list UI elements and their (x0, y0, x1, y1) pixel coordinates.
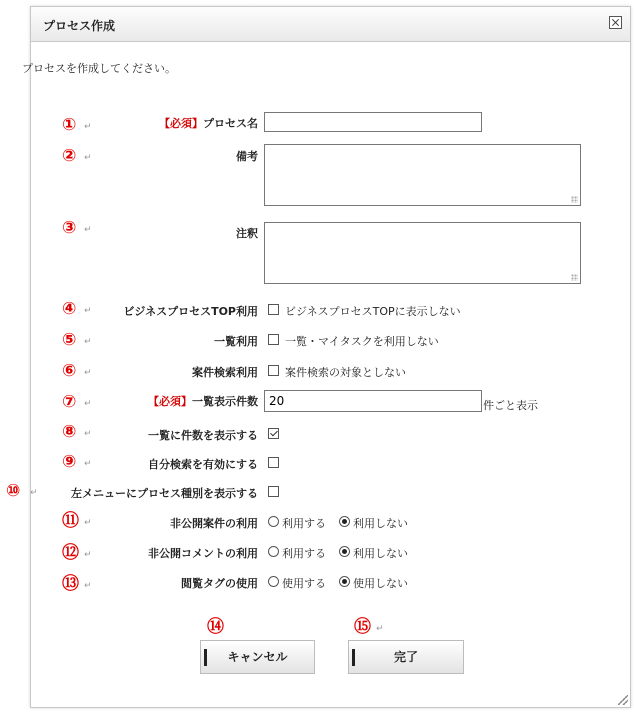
label-tag: 閲覧タグの使用 (181, 577, 258, 590)
case-search-option: 案件検索の対象としない (285, 366, 406, 379)
left-menu-checkbox[interactable] (268, 486, 279, 497)
return-mark: ↵ (84, 518, 92, 528)
resize-grip-icon[interactable] (618, 695, 628, 705)
process-name-input[interactable] (264, 112, 482, 132)
business-top-checkbox[interactable] (268, 304, 279, 315)
cancel-button-label: キャンセル (227, 650, 288, 664)
return-mark: ↵ (84, 306, 92, 316)
textarea-resize-icon[interactable] (571, 196, 578, 203)
dialog-titlebar (31, 7, 630, 42)
tag-use-label: 使用する (282, 577, 326, 590)
return-mark: ↵ (84, 153, 92, 163)
marker-6: ⑥ (62, 361, 77, 381)
self-search-checkbox[interactable] (268, 457, 279, 468)
label-list-count: 【必須】一覧表示件数 (148, 395, 258, 408)
dialog-title: プロセス作成 (43, 19, 116, 33)
label-notes: 注釈 (236, 227, 258, 240)
private-comment-use-radio[interactable] (268, 546, 279, 557)
list-count-suffix: 件ごと表示 (483, 399, 538, 412)
private-case-use-radio[interactable] (268, 516, 279, 527)
textarea-resize-icon[interactable] (571, 274, 578, 281)
list-use-option: 一覧・マイタスクを利用しない (285, 335, 439, 348)
return-mark: ↵ (84, 550, 92, 560)
marker-7: ⑦ (62, 392, 77, 412)
marker-4: ④ (62, 299, 77, 319)
business-top-option: ビジネスプロセスTOPに表示しない (285, 305, 461, 318)
tag-use-radio[interactable] (268, 576, 279, 587)
marker-10: ⑩ (6, 481, 21, 501)
remarks-textarea[interactable] (264, 144, 581, 206)
marker-2: ② (62, 146, 77, 166)
close-icon[interactable] (609, 16, 622, 29)
label-list-use: 一覧利用 (214, 335, 258, 348)
done-button[interactable] (348, 640, 464, 674)
list-count-input[interactable] (264, 390, 482, 412)
label-private-comment: 非公開コメントの利用 (148, 547, 258, 560)
label-case-search: 案件検索利用 (192, 366, 258, 379)
label-business-top: ビジネスプロセスTOP利用 (123, 305, 258, 318)
marker-1: ① (62, 115, 77, 135)
tag-nouse-label: 使用しない (353, 577, 408, 590)
return-mark: ↵ (84, 581, 92, 591)
marker-15: ⑮ (354, 617, 371, 637)
label-process-name: 【必須】プロセス名 (159, 117, 258, 130)
private-comment-nouse-radio[interactable] (339, 546, 350, 557)
required-tag: 【必須】 (159, 117, 203, 130)
private-case-nouse-label: 利用しない (353, 517, 408, 530)
marker-9: ⑨ (62, 452, 77, 472)
marker-11: ⑪ (62, 511, 79, 531)
label-left-menu: 左メニューにプロセス種別を表示する (71, 487, 258, 500)
notes-textarea[interactable] (264, 222, 581, 284)
return-mark: ↵ (84, 429, 92, 439)
marker-12: ⑫ (62, 543, 79, 563)
label-remarks: 備考 (236, 150, 258, 163)
return-mark: ↵ (376, 624, 384, 634)
show-count-checkbox[interactable] (268, 428, 279, 439)
list-use-checkbox[interactable] (268, 334, 279, 345)
return-mark: ↵ (84, 337, 92, 347)
marker-5: ⑤ (62, 330, 77, 350)
button-marker (204, 649, 207, 666)
label-private-case: 非公開案件の利用 (170, 517, 258, 530)
marker-14: ⑭ (207, 617, 224, 637)
private-comment-nouse-label: 利用しない (353, 547, 408, 560)
button-marker (352, 649, 355, 666)
return-mark: ↵ (84, 399, 92, 409)
label-show-count: 一覧に件数を表示する (148, 429, 258, 442)
return-mark: ↵ (84, 368, 92, 378)
done-button-label: 完了 (393, 650, 418, 664)
return-mark: ↵ (84, 459, 92, 469)
return-mark: ↵ (30, 488, 38, 498)
intro-text: プロセスを作成してください。 (22, 62, 176, 75)
return-mark: ↵ (84, 225, 92, 235)
return-mark: ↵ (84, 122, 92, 132)
private-case-use-label: 利用する (282, 517, 326, 530)
required-tag: 【必須】 (148, 395, 192, 408)
label-self-search: 自分検索を有効にする (148, 458, 258, 471)
marker-3: ③ (62, 218, 77, 238)
case-search-checkbox[interactable] (268, 365, 279, 376)
private-case-nouse-radio[interactable] (339, 516, 350, 527)
private-comment-use-label: 利用する (282, 547, 326, 560)
cancel-button[interactable] (200, 640, 315, 674)
tag-nouse-radio[interactable] (339, 576, 350, 587)
marker-13: ⑬ (62, 574, 79, 594)
marker-8: ⑧ (62, 422, 77, 442)
